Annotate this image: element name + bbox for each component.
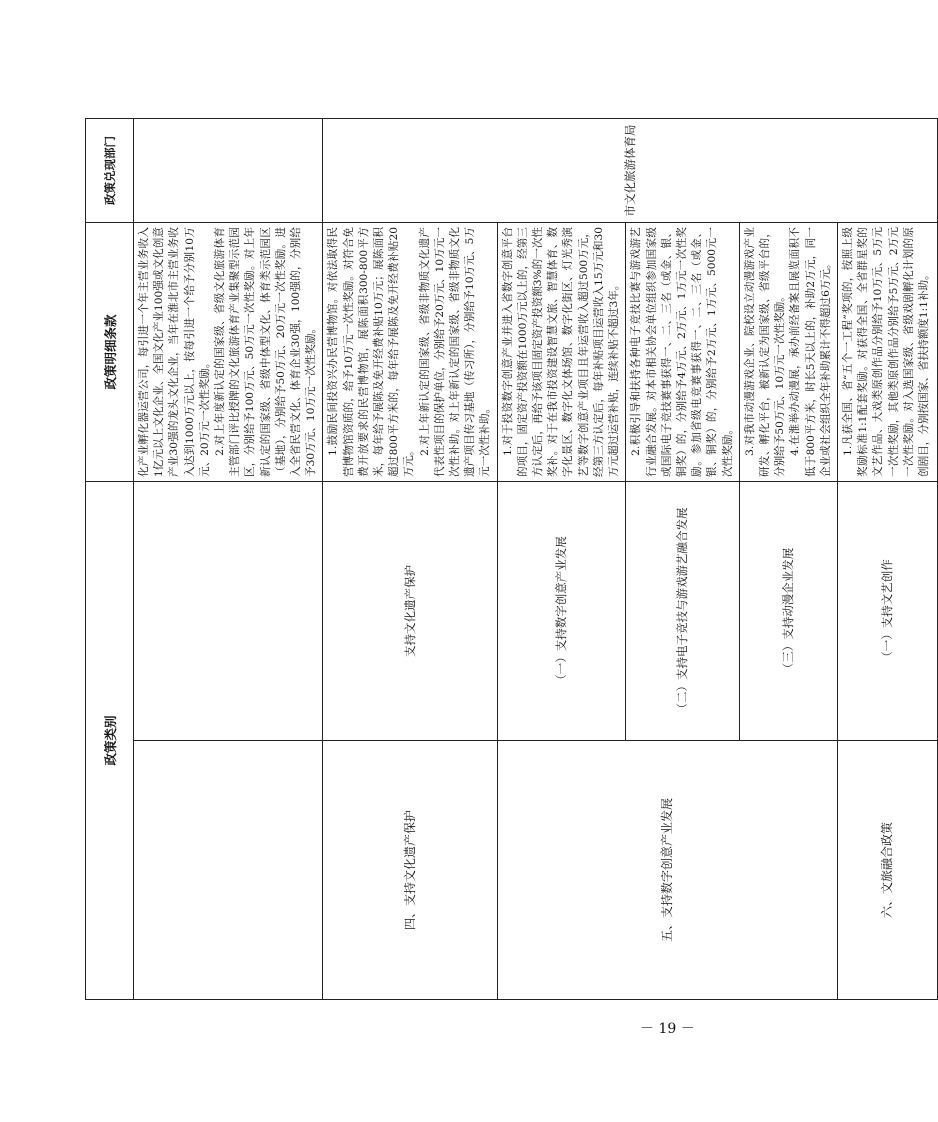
category-cell xyxy=(134,741,323,1000)
policy-item: 1.鼓励民间投资兴办民营博物馆。对依法取得民营博物馆资质的，给予10万元一次性奖励。对符合免费开放要求的民营博物馆，展陈面积300-800平方米，每年给予展陈及免开经费补贴10万元；展陈面积超过800平方米的，每年给予展陈及免开经费补贴20万元。 xyxy=(327,227,416,477)
policy-item: 1.凡获全国、省“五个一工程”奖项的，按照上级奖励标准1:1配套奖励。对获得全国、全省群星奖的文艺作品、大戏类原创作品分别给予10万元、5万元一次性奖励，其他类原创作品分别给予5万元、2万元一次性奖励。对入选国家级、省级戏剧孵化计划的原创剧目，分别按国家、省扶持额度1:1补助。 xyxy=(841,227,930,477)
header-details: 政策明细条款 xyxy=(86,223,134,482)
page-number: － 19 － xyxy=(640,1021,695,1037)
policy-table xyxy=(85,118,938,1000)
subcategory-cell: （三）支持动漫企业发展 xyxy=(739,482,837,741)
header-department: 政策兑现部门 xyxy=(86,119,134,223)
details-cell xyxy=(626,223,739,482)
table-row xyxy=(323,119,497,1000)
details-cell xyxy=(323,223,497,482)
policy-item: 4.在淮举办动漫展，承办前经备案且展览面积不低于800平方米，时长5天以上的，补助2万元，同一企业或社会组织全年补助累计不得超过6万元。 xyxy=(789,227,832,477)
details-cell xyxy=(739,223,837,482)
policy-item: 3.对我市动漫游戏企业、院校设立动漫游戏产业研发、孵化平台，被新认定为国家级、省级平台的，分别给予50万元、10万元一次性奖励。 xyxy=(743,227,787,477)
subcategory-cell: （一）支持数字创意产业发展 xyxy=(497,482,626,741)
category-cell: 五、支持数字创意产业发展 xyxy=(497,741,837,1000)
policy-item: 1.对于投资数字创意产业并进入省数字创意平台的项目，固定资产投资额在1000万元以上的，经第三方认定后，再给予该项目固定资产投资额3%的一次性奖补。对于在我市投资建设智慧文旅、智慧体育、数字化景区、数字化文体场馆、数字化街区、灯光秀演艺等数字创意产业项目且年运营收入超过500万元，经第三方认定后，每年补贴项目运营收入15万元和30万元超过运营补贴，连续补贴不超过3年。 xyxy=(501,227,621,477)
subcategory-cell: 支持文化遗产保护 xyxy=(323,482,497,741)
policy-item: 2.对上年度新认定的国家级、省级文化旅游体育主管部门评比授牌的文化旅游体育产业集聚型示范园区，分别给予100万元、50万元一次性奖励。对上年新认定的国家级、省级中体型文化、体育类示范园区（基地），分别给予50万元、20万元一次性奖励。进入全省民营文化、体育企业30强，100强的，分别给予30万元、10万元一次性奖励。 xyxy=(214,227,318,477)
policy-item: 2.积极引导和扶持各种电子竞技比赛与游戏游艺行业融合发展。对本市相关协会单位组织参加国家级或国际电子竞技赛事获得一、二、三名（或金、银、铜奖）的，分别给予4万元、2万元、1万元一次性奖励。参加省级电竞赛事获得一、二、三名（或金、银、铜奖）的，分别给予2万元、1万元、5000元一次性奖励。 xyxy=(630,227,734,477)
subcategory-cell: （一）支持文艺创作 xyxy=(837,482,937,741)
policy-item: 2.对上年新认定的国家级、省级非物质文化遗产代表性项目的保护单位，分别给予20万元、10万元一次性补助。对上年新认定的国家级、省级非物质文化遗产项目传习基地（传习所），分别给予10万元、5万元一次性补助。 xyxy=(418,227,492,477)
policy-item: 化产业孵化器运营公司，每引进一个年主营业务收入1亿元以上文化企业、全国文化产业100强或文化创意产业30强的龙头文化企业，当年在淮北市主营业务收入达到1000万元以上，按每引进一个给予分别10万元、20万元一次性奖励。 xyxy=(138,227,211,477)
subcategory-cell: （二）支持电子竞技与游戏游艺融合发展 xyxy=(626,482,739,741)
details-cell xyxy=(134,223,323,482)
header-row xyxy=(86,119,134,1000)
details-cell xyxy=(837,223,937,482)
header-category: 政策类别 xyxy=(86,482,134,1000)
department-cell: 市文化旅游体育局 xyxy=(323,119,938,223)
table-row xyxy=(497,119,626,1000)
table-row xyxy=(134,119,323,1000)
table-row xyxy=(837,119,937,1000)
subcategory-cell xyxy=(134,482,323,741)
category-cell: 六、文旅融合政策 xyxy=(837,741,937,1000)
details-cell xyxy=(497,223,626,482)
department-cell xyxy=(134,119,323,223)
category-cell: 四、支持文化遗产保护 xyxy=(323,741,497,1000)
